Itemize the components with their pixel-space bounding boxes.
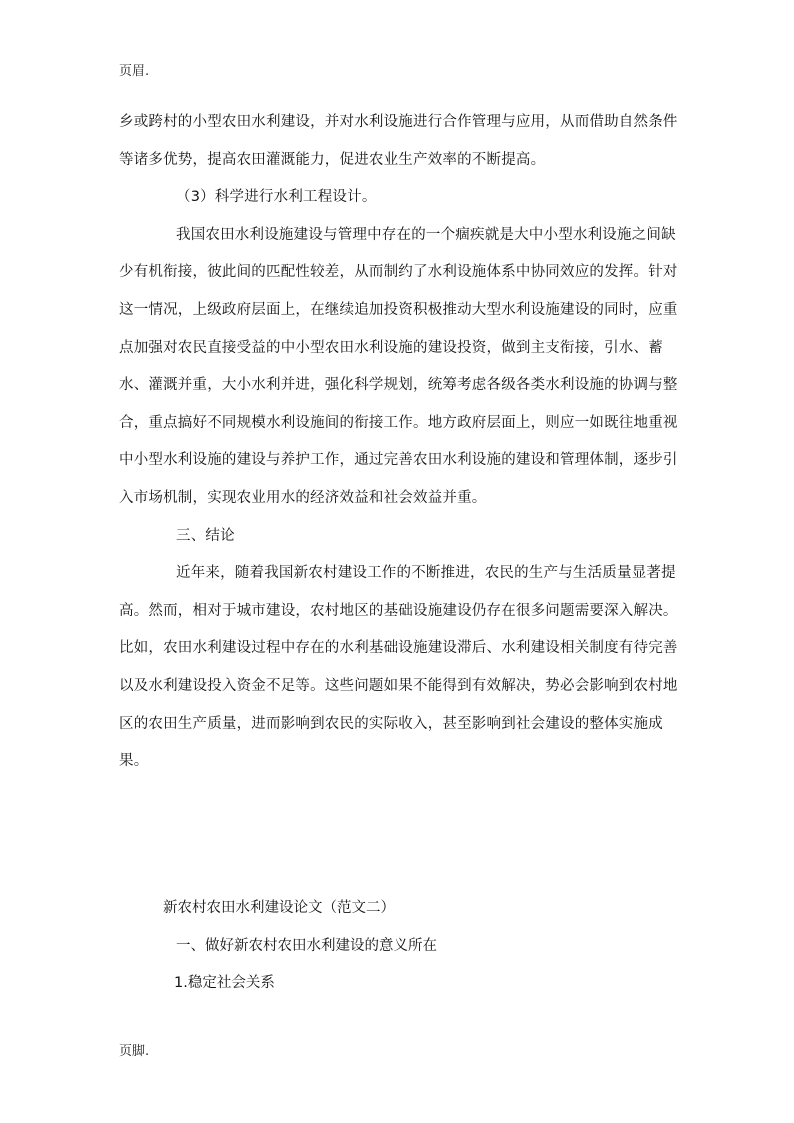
subsection-heading: 1.稳定社会关系 xyxy=(174,975,275,992)
essay-title: 新农村农田水利建设论文（范文二） xyxy=(163,900,395,916)
paragraph: 乡或跨村的小型农田水利建设，并对水利设施进行合作管理与应用，从而借助自然条件等诸多优势，提高农田灌溉能力，促进农业生产效率的不断提高。 xyxy=(119,114,678,168)
paragraph: （3）科学进行水利工程设计。 xyxy=(176,189,377,206)
page-header: 页眉. xyxy=(119,64,150,79)
section-heading: 三、结论 xyxy=(176,527,235,544)
page-footer: 页脚. xyxy=(119,1044,150,1059)
paragraph: 近年来，随着我国新农村建设工作的不断推进，农民的生产与生活质量显著提高。然而，相对于城市建设，农村地区的基础设施建设仍存在很多问题需要深入解决。比如，农田水利建设过程中存在的水利基础设施建设滞后、水利建设相关制度有待完善以及水利建设投入资金不足等。这些问题如果不能得到有效解决，势必会影响到农村地区的农田生产质量，进而影响到农民的实际收入，甚至影响到社会建设的整体实施成果。 xyxy=(119,565,678,770)
section-heading: 一、做好新农村农田水利建设的意义所在 xyxy=(176,937,437,954)
paragraph: 我国农田水利设施建设与管理中存在的一个痼疾就是大中小型水利设施之间缺少有机衔接，彼此间的匹配性较差，从而制约了水利设施体系中协同效应的发挥。针对这一情况，上级政府层面上，在继续追加投资积极推动大型水利设施建设的同时，应重点加强对农民直接受益的中小型农田水利设施的建设投资，做到主支衔接，引水、蓄水、灌溉并重，大小水利并进，强化科学规划，统筹考虑各级各类水利设施的协调与整合，重点搞好不同规模水利设施间的衔接工作。地方政府层面上，则应一如既往地重视中小型水利设施的建设与养护工作，通过完善农田水利设施的建设和管理体制，逐步引入市场机制，实现农业用水的经济效益和社会效益并重。 xyxy=(119,226,678,506)
section-two xyxy=(119,890,679,1003)
body-text xyxy=(119,104,689,781)
